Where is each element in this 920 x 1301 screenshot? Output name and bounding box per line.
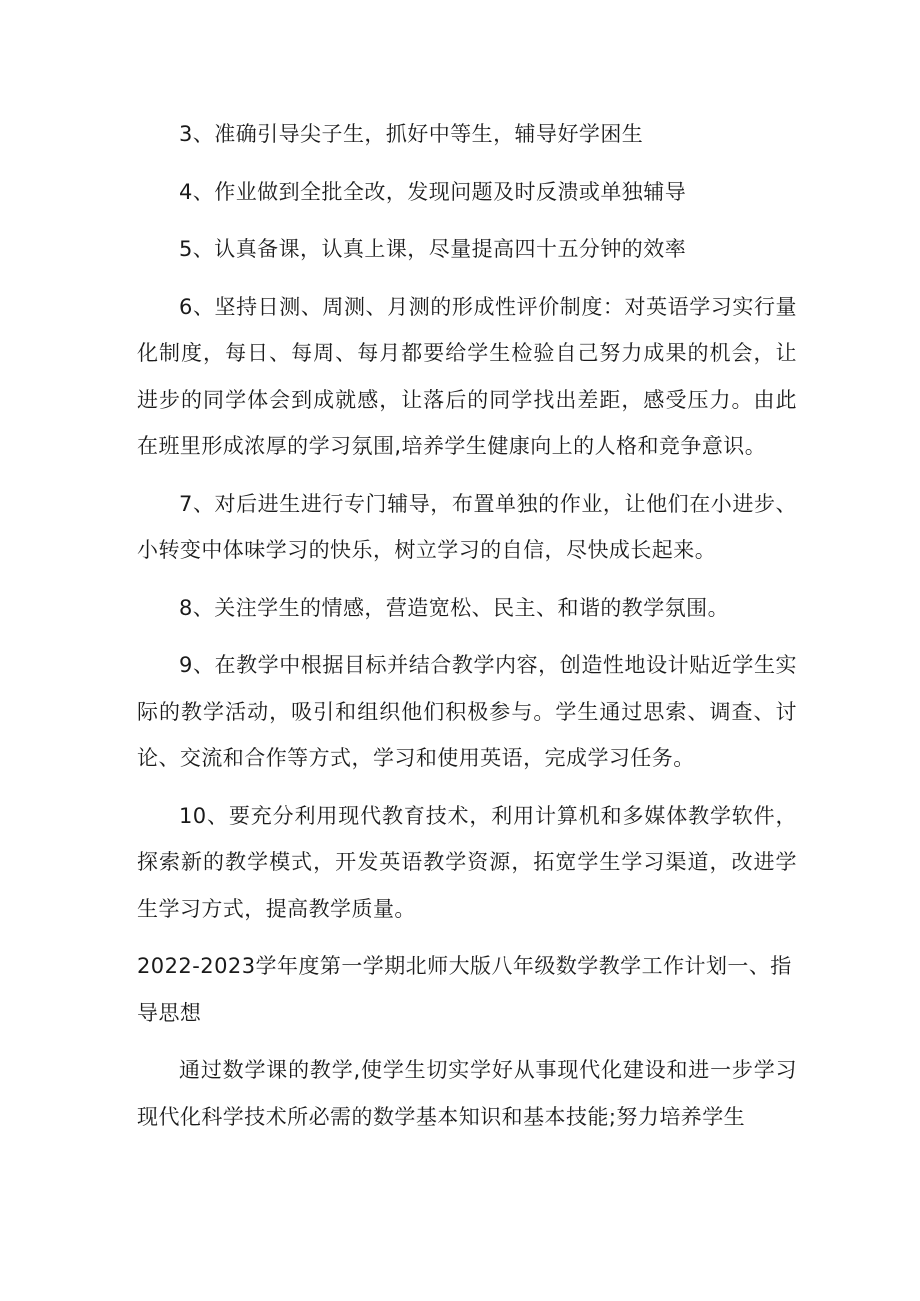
document-body bbox=[137, 111, 797, 1140]
list-item: 7、对后进生进行专门辅导，布置单独的作业，让他们在小进步、小转变中体味学习的快乐，树立学习的自信，尽快成长起来。 bbox=[137, 491, 797, 562]
list-item: 9、在教学中根据目标并结合教学内容，创造性地设计贴近学生实际的教学活动，吸引和组织他们积极参与。学生通过思索、调查、讨论、交流和合作等方式，学习和使用英语，完成学习任务。 bbox=[137, 653, 797, 770]
section-heading: 2022-2023学年度第一学期北师大版八年级数学教学工作计划一、指导思想 bbox=[137, 954, 792, 1025]
list-item: 6、坚持日测、周测、月测的形成性评价制度：对英语学习实行量化制度，每日、每周、每月都要给学生检验自己努力成果的机会，让进步的同学体会到成就感，让落后的同学找出差距，感受压力。由此在班里形成浓厚的学习氛围,培养学生健康向上的人格和竞争意识。 bbox=[137, 294, 797, 458]
list-item: 8、关注学生的情感，营造宽松、民主、和谐的教学氛围。 bbox=[179, 595, 730, 620]
list-item: 5、认真备课，认真上课，尽量提高四十五分钟的效率 bbox=[179, 237, 687, 261]
list-item: 3、准确引导尖子生，抓好中等生，辅导好学困生 bbox=[179, 122, 644, 146]
intro-paragraph: 通过数学课的教学,使学生切实学好从事现代化建设和进一步学习现代化科学技术所必需的数学基本知识和基本技能;努力培养学生 bbox=[137, 1058, 797, 1129]
list-item: 4、作业做到全批全改，发现问题及时反溃或单独辅导 bbox=[179, 179, 687, 204]
list-item: 10、要充分利用现代教育技术，利用计算机和多媒体教学软件，探索新的教学模式，开发英语教学资源，拓宽学生学习渠道，改进学生学习方式，提高教学质量。 bbox=[137, 803, 797, 921]
